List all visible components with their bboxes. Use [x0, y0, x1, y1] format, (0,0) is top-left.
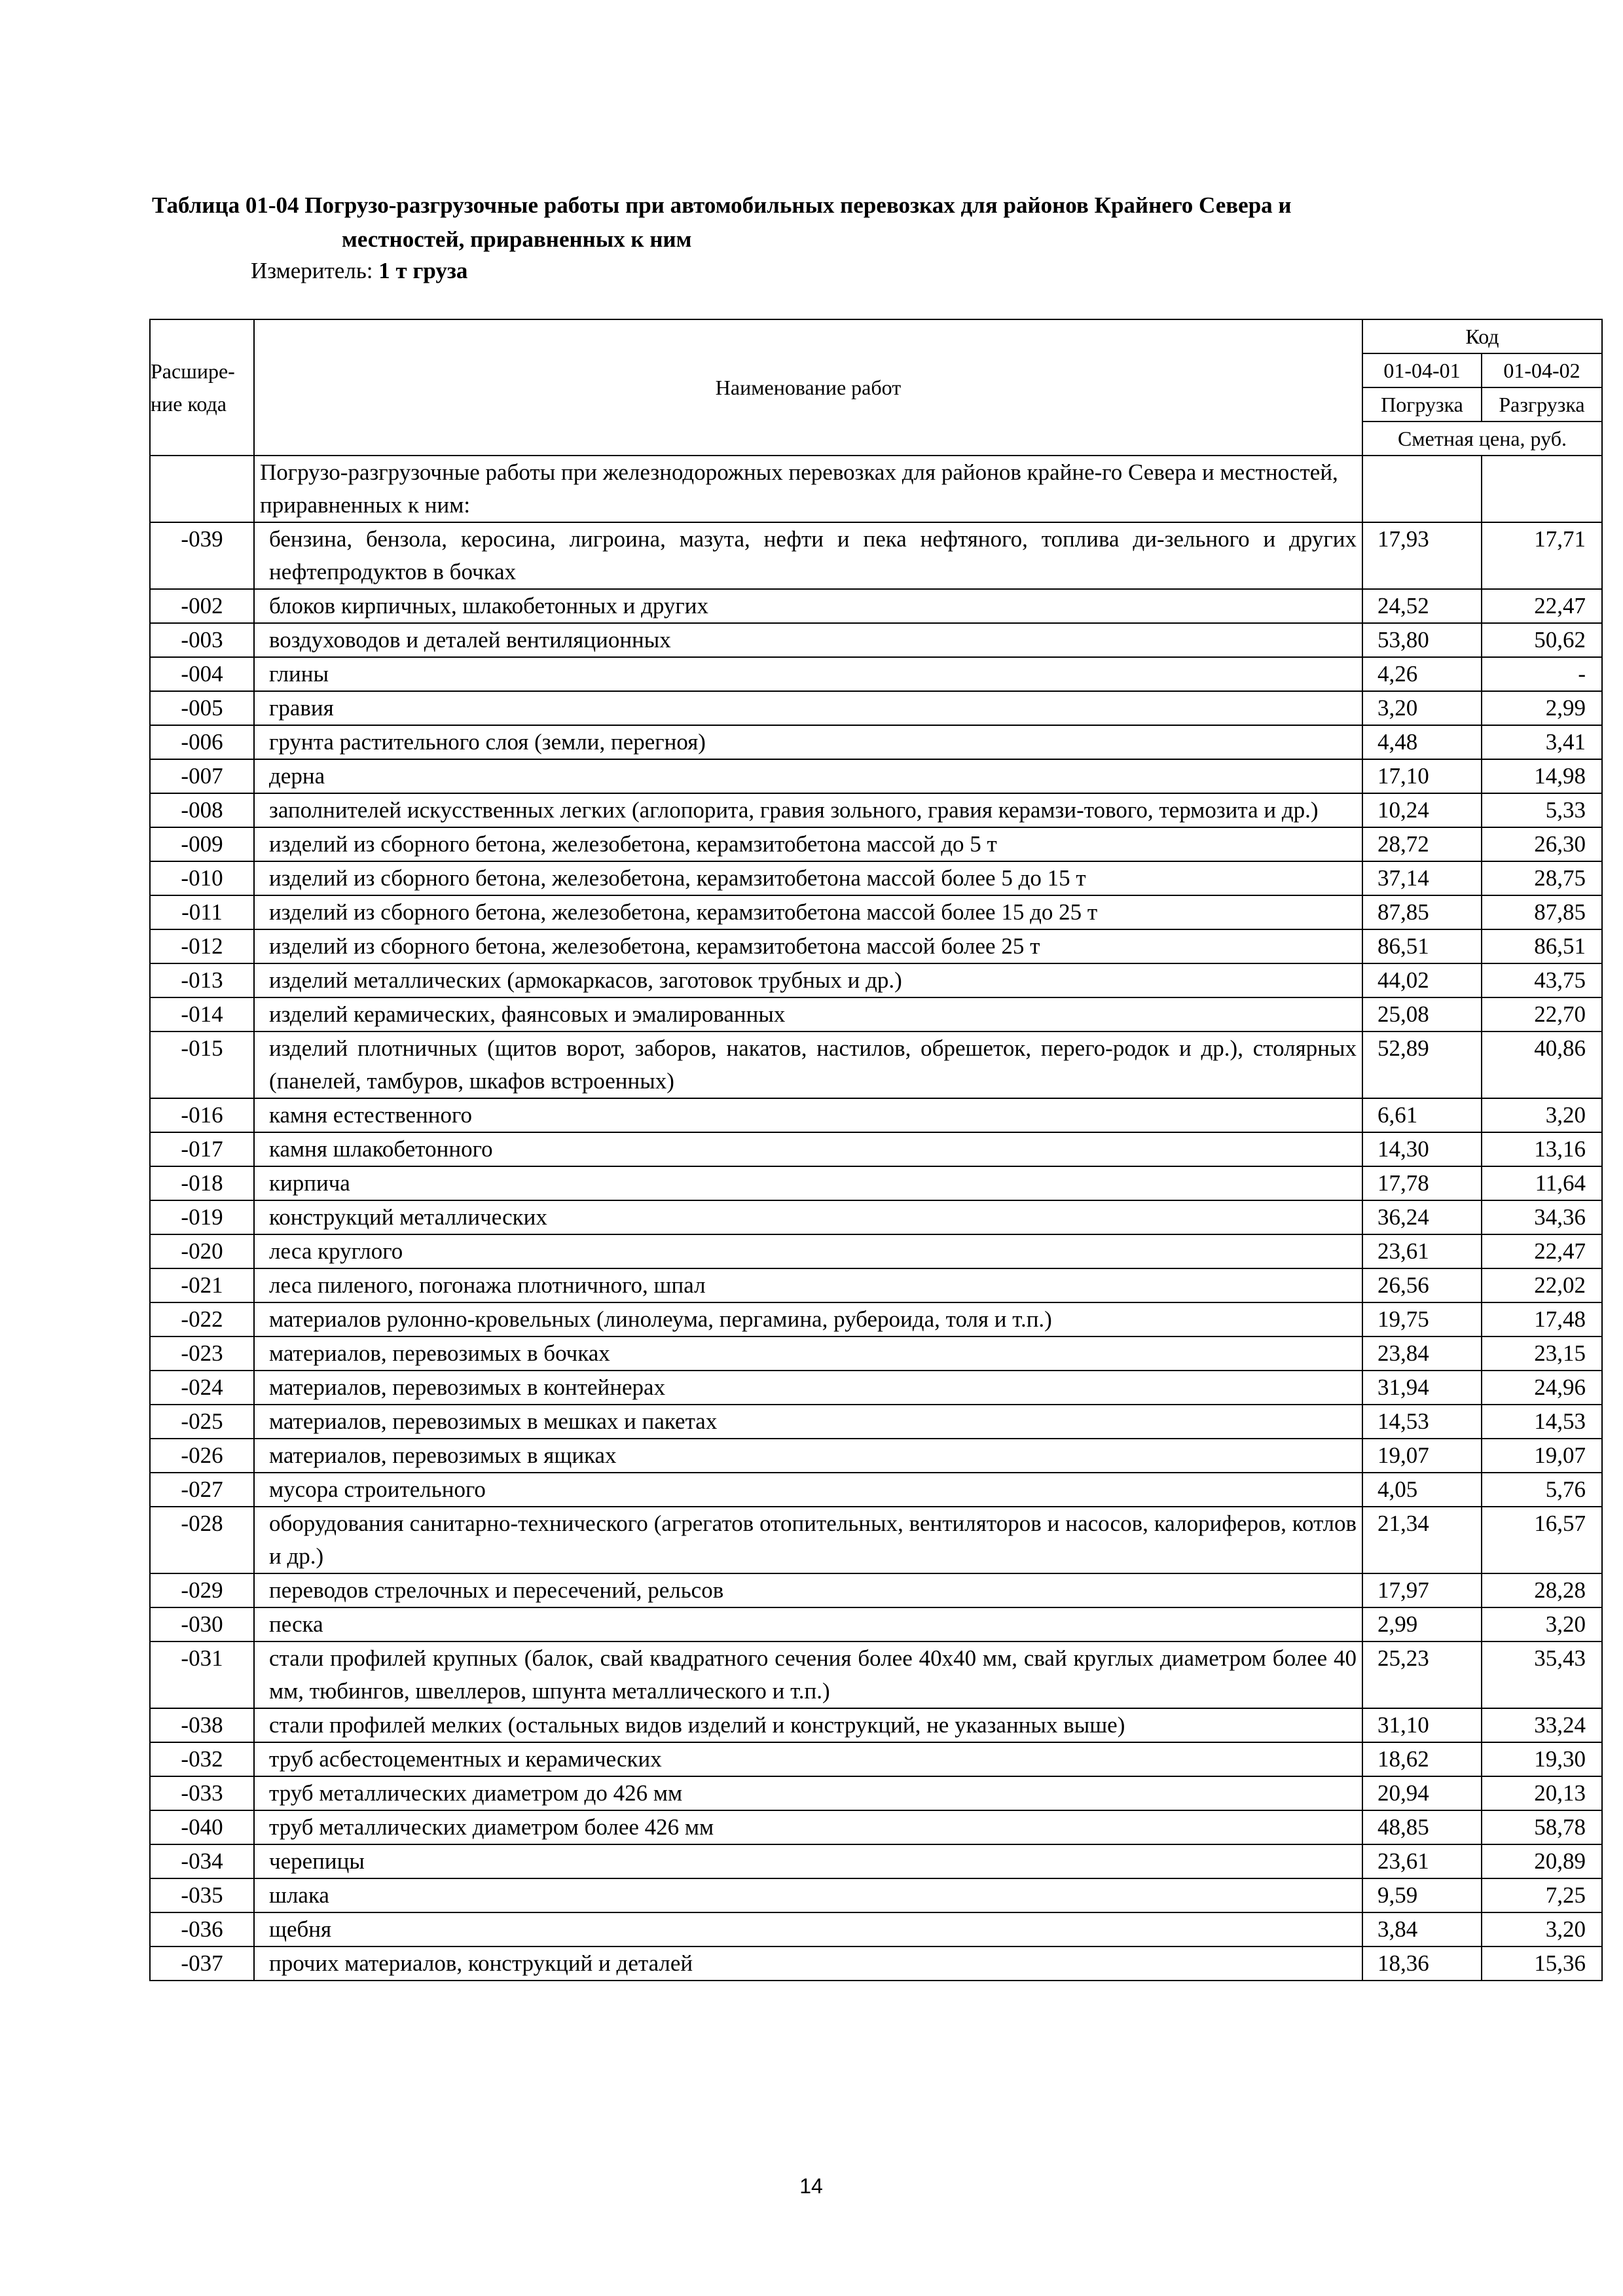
table-row: [150, 793, 1602, 827]
row-code: -017: [150, 1132, 254, 1166]
row-unloading-price: 14,53: [1482, 1405, 1602, 1439]
measure-unit-label: Измеритель:: [251, 258, 373, 283]
row-code: -029: [150, 1573, 254, 1607]
row-unloading-price: 58,78: [1482, 1810, 1602, 1844]
measure-unit-value: 1 т груза: [378, 258, 468, 283]
measure-unit: [251, 258, 467, 284]
row-name: труб асбестоцементных и керамических: [254, 1742, 1362, 1776]
row-loading-price: 9,59: [1362, 1878, 1482, 1912]
row-loading-price: 14,53: [1362, 1405, 1482, 1439]
row-loading-price: 19,07: [1362, 1439, 1482, 1473]
row-unloading-price: 19,07: [1482, 1439, 1602, 1473]
row-unloading-price: 7,25: [1482, 1878, 1602, 1912]
intro-v2-cell: [1482, 456, 1602, 522]
table-row: [150, 1507, 1602, 1573]
row-loading-price: 17,78: [1362, 1166, 1482, 1200]
table-row: [150, 691, 1602, 725]
row-loading-price: 4,26: [1362, 657, 1482, 691]
row-name: леса круглого: [254, 1234, 1362, 1268]
intro-v1-cell: [1362, 456, 1482, 522]
header-ext-code: Расшире-ние кода: [150, 319, 254, 456]
row-code: -033: [150, 1776, 254, 1810]
row-name: камня шлакобетонного: [254, 1132, 1362, 1166]
table-row: [150, 1641, 1602, 1708]
row-code: -016: [150, 1098, 254, 1132]
table-row: [150, 1439, 1602, 1473]
row-unloading-price: 43,75: [1482, 963, 1602, 997]
row-name: изделий из сборного бетона, железобетона, керамзитобетона массой до 5 т: [254, 827, 1362, 861]
row-loading-price: 10,24: [1362, 793, 1482, 827]
row-loading-price: 31,10: [1362, 1708, 1482, 1742]
row-unloading-price: 16,57: [1482, 1507, 1602, 1573]
row-loading-price: 17,97: [1362, 1573, 1482, 1607]
row-code: -026: [150, 1439, 254, 1473]
row-loading-price: 25,08: [1362, 997, 1482, 1031]
row-name: стали профилей крупных (балок, свай квадратного сечения более 40х40 мм, свай круглых диаметром более 40 мм, тюбингов, швеллеров, шпунта металлического и т.п.): [254, 1641, 1362, 1708]
row-loading-price: 18,62: [1362, 1742, 1482, 1776]
row-unloading-price: 19,30: [1482, 1742, 1602, 1776]
row-loading-price: 44,02: [1362, 963, 1482, 997]
row-loading-price: 17,10: [1362, 759, 1482, 793]
row-name: песка: [254, 1607, 1362, 1641]
table-row: [150, 1268, 1602, 1302]
row-code: -021: [150, 1268, 254, 1302]
table-row: [150, 1302, 1602, 1336]
table-row: [150, 963, 1602, 997]
table-row: [150, 1371, 1602, 1405]
row-unloading-price: 20,13: [1482, 1776, 1602, 1810]
row-code: -022: [150, 1302, 254, 1336]
table-row: [150, 522, 1602, 589]
row-loading-price: 28,72: [1362, 827, 1482, 861]
row-name: изделий керамических, фаянсовых и эмалированных: [254, 997, 1362, 1031]
row-code: -030: [150, 1607, 254, 1641]
row-loading-price: 3,20: [1362, 691, 1482, 725]
row-loading-price: 6,61: [1362, 1098, 1482, 1132]
row-unloading-price: 5,76: [1482, 1473, 1602, 1507]
table-row: [150, 1031, 1602, 1098]
row-loading-price: 31,94: [1362, 1371, 1482, 1405]
row-code: -035: [150, 1878, 254, 1912]
row-unloading-price: 28,28: [1482, 1573, 1602, 1607]
row-unloading-price: 3,41: [1482, 725, 1602, 759]
table-row: [150, 1405, 1602, 1439]
row-name: черепицы: [254, 1844, 1362, 1878]
row-loading-price: 48,85: [1362, 1810, 1482, 1844]
row-unloading-price: 50,62: [1482, 623, 1602, 657]
intro-text: Погрузо-разгрузочные работы при железнодорожных перевозках для районов крайне-го Севера и местностей, приравненных к ним:: [254, 456, 1362, 522]
row-code: -027: [150, 1473, 254, 1507]
row-name: изделий из сборного бетона, железобетона, керамзитобетона массой более 15 до 25 т: [254, 895, 1362, 929]
row-loading-price: 37,14: [1362, 861, 1482, 895]
row-unloading-price: 34,36: [1482, 1200, 1602, 1234]
page-number: 14: [799, 2174, 823, 2198]
row-unloading-price: 86,51: [1482, 929, 1602, 963]
row-loading-price: 23,84: [1362, 1336, 1482, 1371]
table-row: [150, 827, 1602, 861]
row-name: изделий из сборного бетона, железобетона, керамзитобетона массой более 25 т: [254, 929, 1362, 963]
row-unloading-price: 20,89: [1482, 1844, 1602, 1878]
table-row: [150, 1166, 1602, 1200]
row-unloading-price: 24,96: [1482, 1371, 1602, 1405]
row-code: -038: [150, 1708, 254, 1742]
row-loading-price: 23,61: [1362, 1234, 1482, 1268]
row-unloading-price: 3,20: [1482, 1098, 1602, 1132]
row-name: материалов, перевозимых в бочках: [254, 1336, 1362, 1371]
row-loading-price: 17,93: [1362, 522, 1482, 589]
row-code: -009: [150, 827, 254, 861]
table-row: [150, 929, 1602, 963]
row-code: -032: [150, 1742, 254, 1776]
header-price: Сметная цена, руб.: [1362, 422, 1602, 456]
header-name: Наименование работ: [254, 319, 1362, 456]
table-row: [150, 657, 1602, 691]
row-name: заполнителей искусственных легких (аглопорита, гравия зольного, гравия керамзи-тового, термозита и др.): [254, 793, 1362, 827]
row-name: изделий металлических (армокаркасов, заготовок трубных и др.): [254, 963, 1362, 997]
row-loading-price: 53,80: [1362, 623, 1482, 657]
row-loading-price: 23,61: [1362, 1844, 1482, 1878]
row-code: -007: [150, 759, 254, 793]
row-loading-price: 18,36: [1362, 1946, 1482, 1981]
row-name: изделий плотничных (щитов ворот, заборов, накатов, настилов, обрешеток, перего-родок и др.), столярных (панелей, тамбуров, шкафов встроенных): [254, 1031, 1362, 1098]
table-row: [150, 1200, 1602, 1234]
table-row: [150, 1473, 1602, 1507]
row-name: материалов, перевозимых в ящиках: [254, 1439, 1362, 1473]
row-name: труб металлических диаметром до 426 мм: [254, 1776, 1362, 1810]
row-code: -010: [150, 861, 254, 895]
row-unloading-price: 22,47: [1482, 1234, 1602, 1268]
row-loading-price: 36,24: [1362, 1200, 1482, 1234]
row-name: материалов, перевозимых в мешках и пакетах: [254, 1405, 1362, 1439]
row-loading-price: 25,23: [1362, 1641, 1482, 1708]
row-loading-price: 4,05: [1362, 1473, 1482, 1507]
row-code: -013: [150, 963, 254, 997]
table-row: [150, 725, 1602, 759]
row-name: блоков кирпичных, шлакобетонных и других: [254, 589, 1362, 623]
row-name: мусора строительного: [254, 1473, 1362, 1507]
table-row: [150, 623, 1602, 657]
row-code: -037: [150, 1946, 254, 1981]
row-unloading-price: 17,71: [1482, 522, 1602, 589]
row-name: леса пиленого, погонажа плотничного, шпал: [254, 1268, 1362, 1302]
row-code: -039: [150, 522, 254, 589]
row-unloading-price: 26,30: [1482, 827, 1602, 861]
row-code: -018: [150, 1166, 254, 1200]
row-code: -004: [150, 657, 254, 691]
row-name: воздуховодов и деталей вентиляционных: [254, 623, 1362, 657]
row-unloading-price: 5,33: [1482, 793, 1602, 827]
header-col2: Разгрузка: [1482, 387, 1602, 422]
row-name: грунта растительного слоя (земли, перегноя): [254, 725, 1362, 759]
table-row: [150, 1607, 1602, 1641]
rates-table: [149, 319, 1603, 1981]
row-code: -020: [150, 1234, 254, 1268]
row-loading-price: 21,34: [1362, 1507, 1482, 1573]
table-row: [150, 1708, 1602, 1742]
row-unloading-price: -: [1482, 657, 1602, 691]
row-code: -023: [150, 1336, 254, 1371]
row-unloading-price: 28,75: [1482, 861, 1602, 895]
row-name: гравия: [254, 691, 1362, 725]
row-name: стали профилей мелких (остальных видов изделий и конструкций, не указанных выше): [254, 1708, 1362, 1742]
table-row: [150, 861, 1602, 895]
row-code: -025: [150, 1405, 254, 1439]
row-name: конструкций металлических: [254, 1200, 1362, 1234]
table-row: [150, 997, 1602, 1031]
table-row: [150, 1573, 1602, 1607]
row-name: бензина, бензола, керосина, лигроина, мазута, нефти и пека нефтяного, топлива ди-зельного и других нефтепродуктов в бочках: [254, 522, 1362, 589]
row-name: дерна: [254, 759, 1362, 793]
header-row-1: [150, 319, 1602, 353]
row-loading-price: 14,30: [1362, 1132, 1482, 1166]
row-code: -005: [150, 691, 254, 725]
table-row: [150, 1844, 1602, 1878]
row-unloading-price: 22,47: [1482, 589, 1602, 623]
row-unloading-price: 35,43: [1482, 1641, 1602, 1708]
row-unloading-price: 40,86: [1482, 1031, 1602, 1098]
row-code: -011: [150, 895, 254, 929]
row-loading-price: 86,51: [1362, 929, 1482, 963]
row-loading-price: 3,84: [1362, 1912, 1482, 1946]
row-code: -012: [150, 929, 254, 963]
row-code: -008: [150, 793, 254, 827]
table-row: [150, 1098, 1602, 1132]
row-name: труб металлических диаметром более 426 мм: [254, 1810, 1362, 1844]
row-name: прочих материалов, конструкций и деталей: [254, 1946, 1362, 1981]
intro-code-cell: [150, 456, 254, 522]
header-code1: 01-04-01: [1362, 353, 1482, 387]
row-code: -031: [150, 1641, 254, 1708]
row-unloading-price: 14,98: [1482, 759, 1602, 793]
row-loading-price: 19,75: [1362, 1302, 1482, 1336]
table-title-line1: Таблица 01-04 Погрузо-разгрузочные работы при автомобильных перевозках для районов Крайнего Севера и: [152, 192, 1292, 218]
table-row: [150, 1878, 1602, 1912]
row-unloading-price: 13,16: [1482, 1132, 1602, 1166]
table-row: [150, 1132, 1602, 1166]
table-title: [152, 188, 1527, 257]
table-row: [150, 1912, 1602, 1946]
row-loading-price: 24,52: [1362, 589, 1482, 623]
row-loading-price: 2,99: [1362, 1607, 1482, 1641]
table-row: [150, 1336, 1602, 1371]
table-row: [150, 759, 1602, 793]
row-unloading-price: 17,48: [1482, 1302, 1602, 1336]
row-code: -028: [150, 1507, 254, 1573]
row-code: -014: [150, 997, 254, 1031]
table-row: [150, 1742, 1602, 1776]
table-row: [150, 1810, 1602, 1844]
row-name: кирпича: [254, 1166, 1362, 1200]
row-unloading-price: 22,70: [1482, 997, 1602, 1031]
row-name: глины: [254, 657, 1362, 691]
row-loading-price: 26,56: [1362, 1268, 1482, 1302]
row-loading-price: 4,48: [1362, 725, 1482, 759]
header-col1: Погрузка: [1362, 387, 1482, 422]
table-row: [150, 1776, 1602, 1810]
row-code: -003: [150, 623, 254, 657]
row-unloading-price: 22,02: [1482, 1268, 1602, 1302]
row-unloading-price: 33,24: [1482, 1708, 1602, 1742]
row-name: шлака: [254, 1878, 1362, 1912]
row-unloading-price: 2,99: [1482, 691, 1602, 725]
row-name: камня естественного: [254, 1098, 1362, 1132]
row-loading-price: 52,89: [1362, 1031, 1482, 1098]
row-code: -002: [150, 589, 254, 623]
row-unloading-price: 23,15: [1482, 1336, 1602, 1371]
row-code: -006: [150, 725, 254, 759]
row-loading-price: 87,85: [1362, 895, 1482, 929]
table-row: [150, 895, 1602, 929]
intro-row: [150, 456, 1602, 522]
row-name: оборудования санитарно-технического (агрегатов отопительных, вентиляторов и насосов, калориферов, котлов и др.): [254, 1507, 1362, 1573]
row-unloading-price: 3,20: [1482, 1607, 1602, 1641]
row-code: -019: [150, 1200, 254, 1234]
row-name: изделий из сборного бетона, железобетона, керамзитобетона массой более 5 до 15 т: [254, 861, 1362, 895]
row-name: щебня: [254, 1912, 1362, 1946]
row-code: -034: [150, 1844, 254, 1878]
row-code: -024: [150, 1371, 254, 1405]
row-name: материалов, перевозимых в контейнерах: [254, 1371, 1362, 1405]
header-code2: 01-04-02: [1482, 353, 1602, 387]
row-code: -015: [150, 1031, 254, 1098]
row-name: материалов рулонно-кровельных (линолеума, пергамина, рубероида, толя и т.п.): [254, 1302, 1362, 1336]
row-name: переводов стрелочных и пересечений, рельсов: [254, 1573, 1362, 1607]
row-loading-price: 20,94: [1362, 1776, 1482, 1810]
row-unloading-price: 87,85: [1482, 895, 1602, 929]
table-row: [150, 1234, 1602, 1268]
row-unloading-price: 3,20: [1482, 1912, 1602, 1946]
table-row: [150, 589, 1602, 623]
row-code: -040: [150, 1810, 254, 1844]
row-unloading-price: 15,36: [1482, 1946, 1602, 1981]
row-code: -036: [150, 1912, 254, 1946]
row-unloading-price: 11,64: [1482, 1166, 1602, 1200]
table-row: [150, 1946, 1602, 1981]
table-title-line2: местностей, приравненных к ним: [342, 226, 692, 252]
header-kod: Код: [1362, 319, 1602, 353]
